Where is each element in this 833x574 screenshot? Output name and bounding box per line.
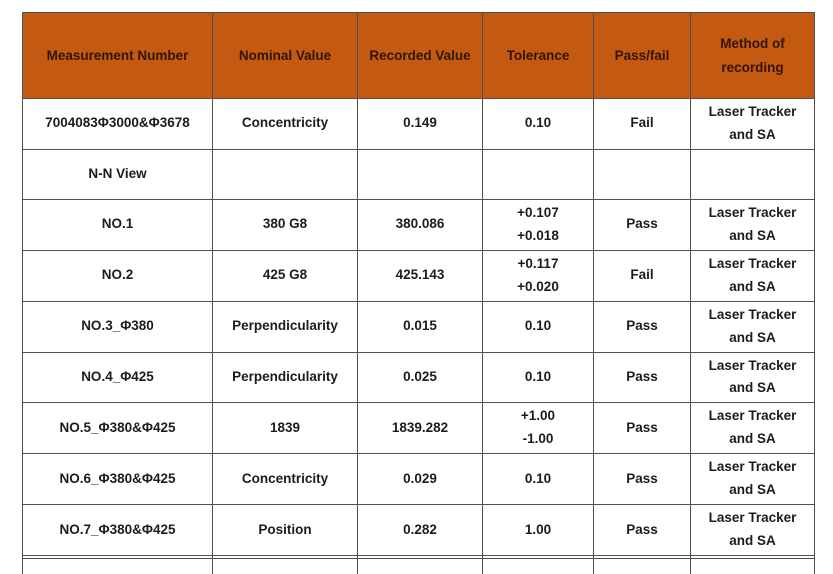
nominal-value-cell: Perpendicularity bbox=[213, 301, 358, 352]
recording-method-cell: Laser Tracker and SA bbox=[691, 301, 815, 352]
nominal-value-cell: 1839 bbox=[213, 403, 358, 454]
recording-method-cell bbox=[691, 149, 815, 199]
recording-method-cell: Laser Tracker and SA bbox=[691, 505, 815, 556]
recording-method-cell: Laser Tracker and SA bbox=[691, 403, 815, 454]
tolerance-cell: 0.10 bbox=[483, 99, 594, 150]
pass-fail-cell: Pass bbox=[594, 454, 691, 505]
column-header-tolerance: Tolerance bbox=[483, 13, 594, 99]
recorded-value-cell: 380.086 bbox=[358, 199, 483, 250]
nominal-value-cell: Concentricity bbox=[213, 99, 358, 150]
tolerance-cell: 1.00 bbox=[483, 505, 594, 556]
table-header-row bbox=[23, 13, 815, 99]
tolerance-cell bbox=[483, 559, 594, 574]
table-row bbox=[23, 454, 815, 505]
measurement-number-cell: 7004083Φ3000&Φ3678 bbox=[23, 99, 213, 150]
recorded-value-cell bbox=[358, 559, 483, 574]
recording-method-cell: Laser Tracker and SA bbox=[691, 454, 815, 505]
pass-fail-cell bbox=[594, 149, 691, 199]
table-row bbox=[23, 505, 815, 556]
table-row bbox=[23, 250, 815, 301]
recorded-value-cell: 0.015 bbox=[358, 301, 483, 352]
recording-method-cell bbox=[691, 559, 815, 574]
recorded-value-cell: 0.149 bbox=[358, 99, 483, 150]
table-row bbox=[23, 149, 815, 199]
recording-method-cell: Laser Tracker and SA bbox=[691, 199, 815, 250]
nominal-value-cell: 425 G8 bbox=[213, 250, 358, 301]
measurement-number-cell: NO.3_Φ380 bbox=[23, 301, 213, 352]
measurement-number-cell bbox=[23, 559, 213, 574]
nominal-value-cell: Perpendicularity bbox=[213, 352, 358, 403]
recording-method-cell: Laser Tracker and SA bbox=[691, 250, 815, 301]
pass-fail-cell: Pass bbox=[594, 403, 691, 454]
measurement-number-cell: NO.5_Φ380&Φ425 bbox=[23, 403, 213, 454]
recording-method-cell: Laser Tracker and SA bbox=[691, 352, 815, 403]
column-header-nominal-value: Nominal Value bbox=[213, 13, 358, 99]
recorded-value-cell: 425.143 bbox=[358, 250, 483, 301]
pass-fail-cell: Fail bbox=[594, 250, 691, 301]
measurement-number-cell: NO.4_Φ425 bbox=[23, 352, 213, 403]
recorded-value-cell: 0.282 bbox=[358, 505, 483, 556]
tolerance-cell bbox=[483, 149, 594, 199]
tolerance-cell: +1.00 -1.00 bbox=[483, 403, 594, 454]
nominal-value-cell: Concentricity bbox=[213, 454, 358, 505]
tolerance-cell: 0.10 bbox=[483, 301, 594, 352]
pass-fail-cell: Fail bbox=[594, 99, 691, 150]
column-header-recorded-value: Recorded Value bbox=[358, 13, 483, 99]
recording-method-cell: Laser Tracker and SA bbox=[691, 99, 815, 150]
table-row bbox=[23, 352, 815, 403]
pass-fail-cell: Pass bbox=[594, 352, 691, 403]
measurement-number-cell: N-N View bbox=[23, 149, 213, 199]
pass-fail-cell bbox=[594, 559, 691, 574]
recorded-value-cell: 0.025 bbox=[358, 352, 483, 403]
pass-fail-cell: Pass bbox=[594, 199, 691, 250]
recorded-value-cell bbox=[358, 149, 483, 199]
nominal-value-cell: 380 G8 bbox=[213, 199, 358, 250]
column-header-measurement-number: Measurement Number bbox=[23, 13, 213, 99]
recorded-value-cell: 0.029 bbox=[358, 454, 483, 505]
tolerance-cell: +0.117 +0.020 bbox=[483, 250, 594, 301]
tolerance-cell: 0.10 bbox=[483, 352, 594, 403]
measurement-number-cell: NO.2 bbox=[23, 250, 213, 301]
recorded-value-cell: 1839.282 bbox=[358, 403, 483, 454]
tolerance-cell: +0.107 +0.018 bbox=[483, 199, 594, 250]
table-header bbox=[23, 13, 815, 99]
table-row bbox=[23, 301, 815, 352]
table-body bbox=[23, 99, 815, 574]
table-row bbox=[23, 559, 815, 574]
pass-fail-cell: Pass bbox=[594, 505, 691, 556]
nominal-value-cell bbox=[213, 559, 358, 574]
column-header-recording-method: Method of recording bbox=[691, 13, 815, 99]
table-row bbox=[23, 199, 815, 250]
nominal-value-cell bbox=[213, 149, 358, 199]
pass-fail-cell: Pass bbox=[594, 301, 691, 352]
table-row bbox=[23, 99, 815, 150]
table-row bbox=[23, 403, 815, 454]
nominal-value-cell: Position bbox=[213, 505, 358, 556]
tolerance-cell: 0.10 bbox=[483, 454, 594, 505]
measurement-report-table bbox=[22, 12, 815, 574]
measurement-number-cell: NO.6_Φ380&Φ425 bbox=[23, 454, 213, 505]
measurement-number-cell: NO.1 bbox=[23, 199, 213, 250]
column-header-pass-fail: Pass/fail bbox=[594, 13, 691, 99]
measurement-number-cell: NO.7_Φ380&Φ425 bbox=[23, 505, 213, 556]
